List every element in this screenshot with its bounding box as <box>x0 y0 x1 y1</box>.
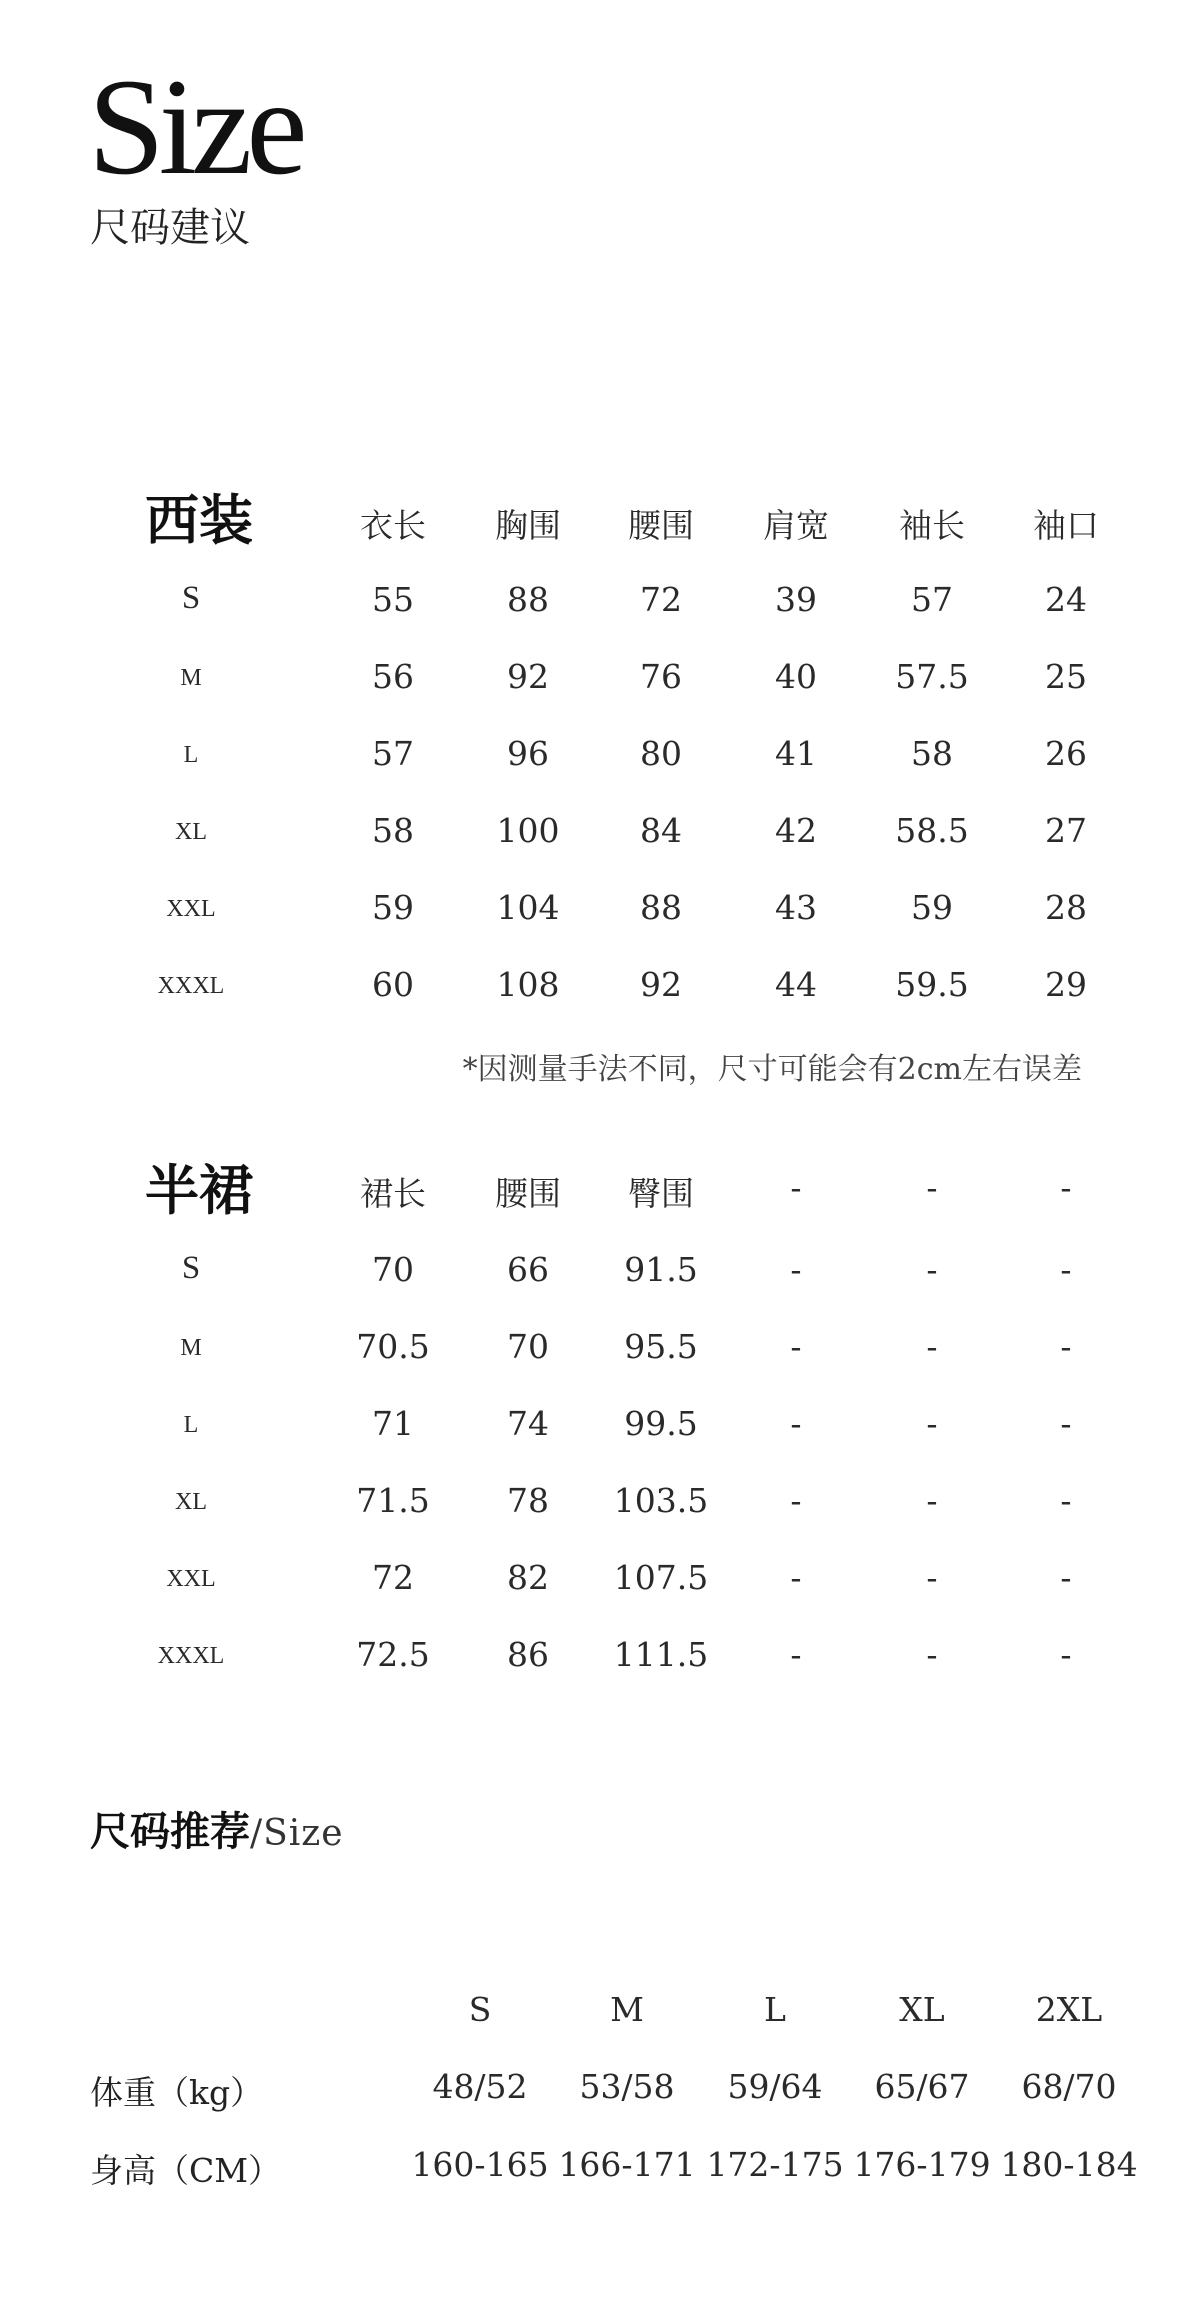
table-cell: 84 <box>640 811 682 850</box>
height-value: 176-179 <box>853 2145 991 2184</box>
weight-value: 53/58 <box>579 2067 675 2106</box>
table-cell: 95.5 <box>624 1327 698 1366</box>
recommend-title-suffix: /Size <box>250 1813 344 1854</box>
table-cell: - <box>1060 1481 1072 1520</box>
size-label: XXL <box>166 1566 216 1592</box>
size-label: XXXL <box>157 973 225 999</box>
table-cell: - <box>790 1481 802 1520</box>
table-cell: 66 <box>507 1250 549 1289</box>
table-cell: 27 <box>1045 811 1087 850</box>
table-cell: 24 <box>1045 580 1087 619</box>
table-cell: - <box>926 1404 938 1443</box>
table-cell: 88 <box>507 580 549 619</box>
size-label: XXL <box>166 896 216 922</box>
recommend-size-header: 2XL <box>1035 1990 1103 2029</box>
column-header: - <box>926 1168 938 1207</box>
size-label: M <box>180 665 202 691</box>
table-cell: 70.5 <box>356 1327 430 1366</box>
table-cell: 59 <box>911 888 953 927</box>
column-header: - <box>1060 1168 1072 1207</box>
column-header: - <box>790 1168 802 1207</box>
height-value: 166-171 <box>558 2145 696 2184</box>
table-cell: - <box>926 1327 938 1366</box>
table-cell: - <box>1060 1404 1072 1443</box>
recommend-size-header: XL <box>899 1990 945 2029</box>
table-cell: - <box>1060 1327 1072 1366</box>
table-cell: 43 <box>775 888 817 927</box>
table-cell: 100 <box>496 811 560 850</box>
skirt-section-title: 半裙 <box>145 1158 253 1222</box>
table-cell: 26 <box>1045 734 1087 773</box>
size-label: M <box>180 1335 202 1361</box>
size-label: S <box>181 580 201 616</box>
table-cell: 58 <box>911 734 953 773</box>
page-title: Size <box>88 50 302 203</box>
table-cell: 99.5 <box>624 1404 698 1443</box>
table-cell: - <box>926 1250 938 1289</box>
recommend-title <box>90 1800 344 1857</box>
recommend-size-header: S <box>468 1990 492 2029</box>
column-header: 臀围 <box>628 1174 694 1213</box>
table-cell: 57 <box>372 734 414 773</box>
table-cell: - <box>926 1635 938 1674</box>
table-cell: 104 <box>496 888 560 927</box>
table-cell: 70 <box>507 1327 549 1366</box>
height-value: 160-165 <box>411 2145 549 2184</box>
suit-section-title: 西装 <box>145 488 253 552</box>
table-cell: 56 <box>372 657 414 696</box>
table-cell: 57 <box>911 580 953 619</box>
column-header: 腰围 <box>495 1174 561 1213</box>
table-cell: 74 <box>507 1404 549 1443</box>
height-value: 180-184 <box>1000 2145 1138 2184</box>
table-cell: 41 <box>775 734 817 773</box>
column-header: 腰围 <box>628 506 694 545</box>
table-cell: 108 <box>496 965 560 1004</box>
table-cell: 25 <box>1045 657 1087 696</box>
table-cell: 44 <box>775 965 817 1004</box>
table-cell: 72.5 <box>356 1635 430 1674</box>
table-cell: 72 <box>372 1558 414 1597</box>
table-cell: 39 <box>775 580 817 619</box>
recommend-title-text: 尺码推荐 <box>90 1808 250 1855</box>
recommend-size-header: L <box>764 1990 786 2029</box>
column-header: 裙长 <box>360 1174 426 1213</box>
table-cell: 58.5 <box>895 811 969 850</box>
column-header: 衣长 <box>360 506 426 545</box>
table-cell: 58 <box>372 811 414 850</box>
column-header: 袖口 <box>1033 506 1099 545</box>
table-cell: 91.5 <box>624 1250 698 1289</box>
table-cell: - <box>1060 1635 1072 1674</box>
size-label: L <box>183 742 199 768</box>
table-cell: 76 <box>640 657 682 696</box>
table-cell: 103.5 <box>613 1481 709 1520</box>
table-cell: 96 <box>507 734 549 773</box>
table-cell: 59.5 <box>895 965 969 1004</box>
table-cell: 55 <box>372 580 414 619</box>
table-cell: 40 <box>775 657 817 696</box>
recommend-size-header: M <box>610 1990 644 2029</box>
table-cell: - <box>790 1635 802 1674</box>
table-cell: 28 <box>1045 888 1087 927</box>
table-cell: 80 <box>640 734 682 773</box>
weight-value: 59/64 <box>727 2067 823 2106</box>
column-header: 袖长 <box>899 506 965 545</box>
height-label: 身高（CM） <box>90 2151 282 2190</box>
table-cell: 29 <box>1045 965 1087 1004</box>
table-cell: 57.5 <box>895 657 969 696</box>
table-cell: - <box>790 1558 802 1597</box>
weight-value: 48/52 <box>432 2067 528 2106</box>
column-header: 肩宽 <box>763 506 829 545</box>
table-cell: 92 <box>507 657 549 696</box>
table-cell: 60 <box>372 965 414 1004</box>
table-cell: 71 <box>372 1404 414 1443</box>
size-label: XL <box>175 1489 207 1515</box>
table-cell: - <box>790 1327 802 1366</box>
table-cell: 92 <box>640 965 682 1004</box>
size-label: XXXL <box>157 1643 225 1669</box>
table-cell: 86 <box>507 1635 549 1674</box>
height-value: 172-175 <box>706 2145 844 2184</box>
table-cell: 71.5 <box>356 1481 430 1520</box>
weight-label: 体重（kg） <box>90 2073 264 2112</box>
measurement-note: *因测量手法不同，尺寸可能会有2cm左右误差 <box>462 1052 1082 1087</box>
size-label: S <box>181 1250 201 1286</box>
weight-value: 68/70 <box>1021 2067 1117 2106</box>
table-cell: 72 <box>640 580 682 619</box>
table-cell: - <box>926 1558 938 1597</box>
table-cell: 111.5 <box>613 1635 709 1674</box>
size-label: XL <box>175 819 207 845</box>
table-cell: 59 <box>372 888 414 927</box>
table-cell: 107.5 <box>613 1558 709 1597</box>
table-cell: - <box>1060 1250 1072 1289</box>
table-cell: 70 <box>372 1250 414 1289</box>
weight-value: 65/67 <box>874 2067 970 2106</box>
column-header: 胸围 <box>495 506 561 545</box>
table-cell: - <box>790 1404 802 1443</box>
page-subtitle: 尺码建议 <box>90 205 250 251</box>
table-cell: 88 <box>640 888 682 927</box>
table-cell: 78 <box>507 1481 549 1520</box>
table-cell: - <box>926 1481 938 1520</box>
table-cell: - <box>790 1250 802 1289</box>
size-label: L <box>183 1412 199 1438</box>
table-cell: 42 <box>775 811 817 850</box>
table-cell: 82 <box>507 1558 549 1597</box>
table-cell: - <box>1060 1558 1072 1597</box>
